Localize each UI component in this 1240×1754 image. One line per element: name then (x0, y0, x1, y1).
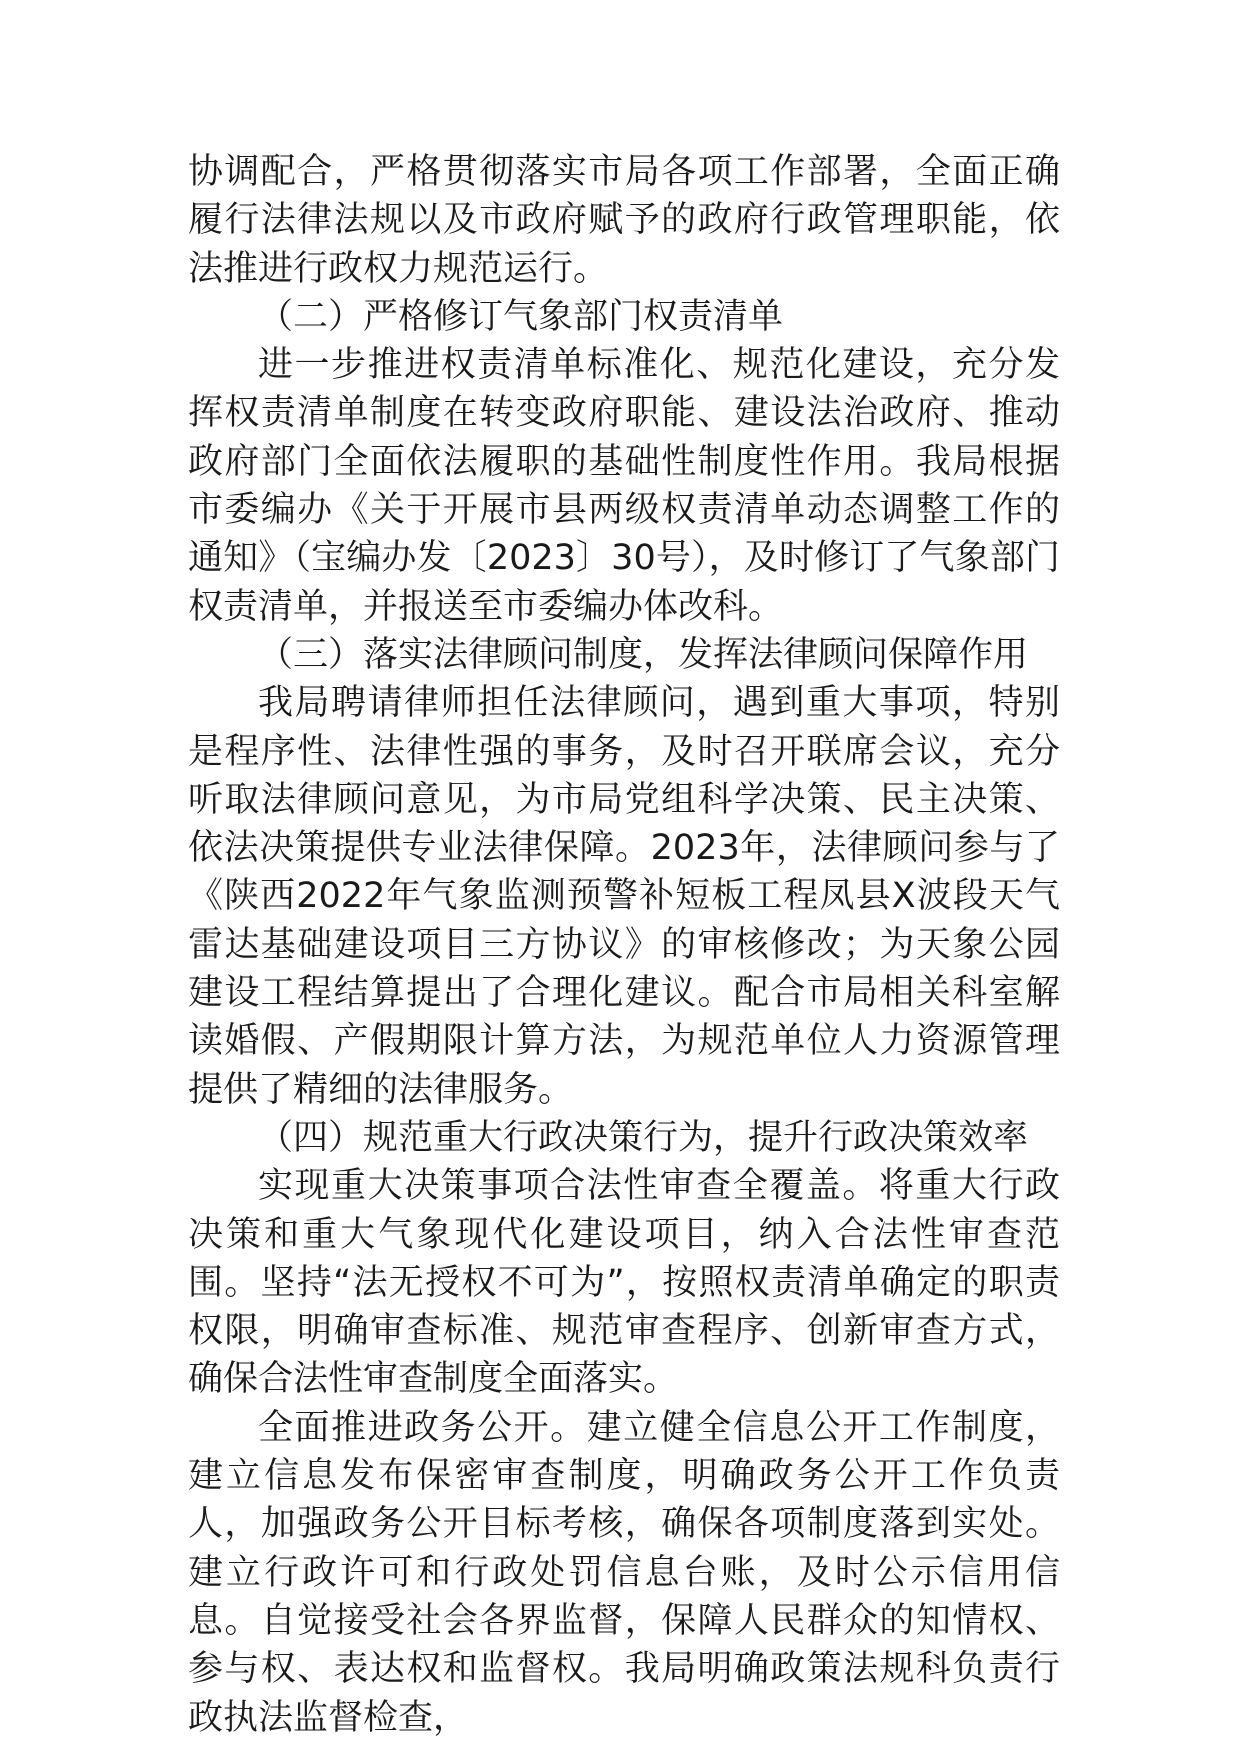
section-heading-4: （四）规范重大行政决策行为，提升行政决策效率 (258, 1117, 1029, 1158)
paragraph-continued: 协调配合，严格贯彻落实市局各项工作部署，全面正确履行法律法规以及市政府赋予的政府行政管理职能，依法推进行政权力规范运行。 (188, 152, 1060, 289)
paragraph-government-affairs-disclosure: 全面推进政务公开。建立健全信息公开工作制度，建立信息发布保密审查制度，明确政务公开工作负责人，加强政务公开目标考核，确保各项制度落到实处。建立行政许可和行政处罚信息台账，及时公示信用信息。自觉接受社会各界监督，保障人民群众的知情权、参与权、表达权和监督权。我局明确政策法规科负责行政执法监督检查， (188, 1407, 1060, 1738)
paragraph-power-list: 进一步推进权责清单标准化、规范化建设，充分发挥权责清单制度在转变政府职能、建设法治政府、推动政府部门全面依法履职的基础性制度性作用。我局根据市委编办《关于开展市县两级权责清单动态调整工作的通知》（宝编办发〔2023〕30号），及时修订了气象部门权责清单，并报送至市委编办体改科。 (188, 345, 1060, 627)
paragraph-legal-advisor: 我局聘请律师担任法律顾问，遇到重大事项，特别是程序性、法律性强的事务，及时召开联席会议，充分听取法律顾问意见，为市局党组科学决策、民主决策、依法决策提供专业法律保障。2023年，法律顾问参与了《陕西2022年气象监测预警补短板工程凤县X波段天气雷达基础建设项目三方协议》的审核修改；为天象公园建设工程结算提出了合理化建议。配合市局相关科室解读婚假、产假期限计算方法，为规范单位人力资源管理提供了精细的法律服务。 (188, 683, 1060, 1110)
section-heading-3: （三）落实法律顾问制度，发挥法律顾问保障作用 (258, 634, 1029, 675)
paragraph-legality-review: 实现重大决策事项合法性审查全覆盖。将重大行政决策和重大气象现代化建设项目，纳入合法性审查范围。坚持“法无授权不可为”，按照权责清单确定的职责权限，明确审查标准、规范审查程序、创新审查方式，确保合法性审查制度全面落实。 (188, 1166, 1060, 1400)
document-body (188, 148, 1060, 1742)
section-heading-2: （二）严格修订气象部门权责清单 (258, 296, 784, 337)
